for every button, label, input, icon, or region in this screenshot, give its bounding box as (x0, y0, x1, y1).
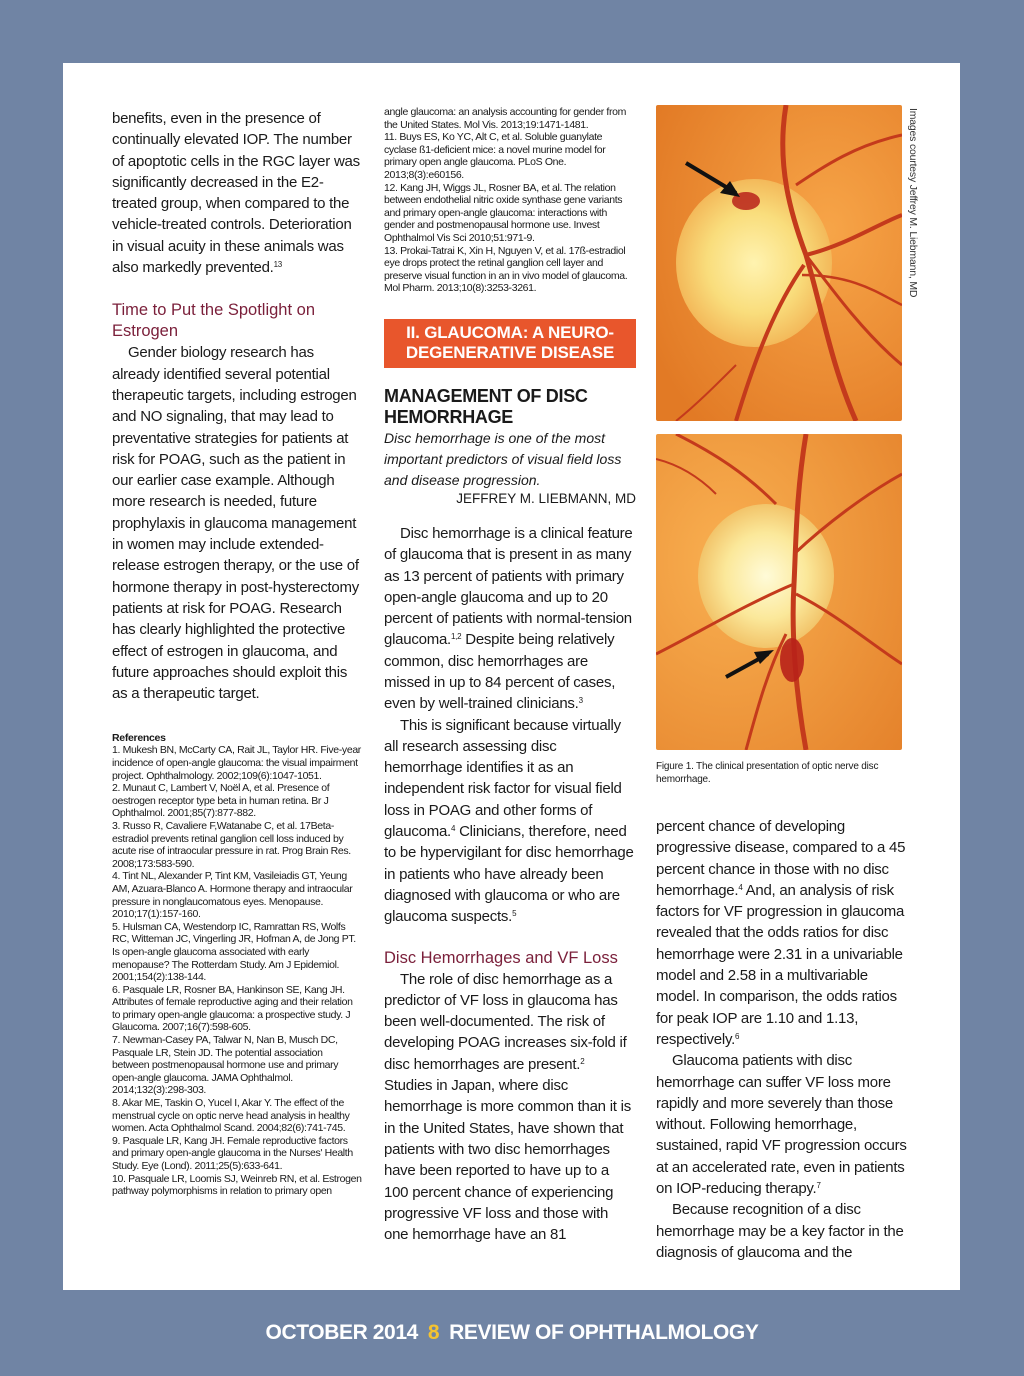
reference-item: 2. Munaut C, Lambert V, Noël A, et al. Presence of oestrogen receptor type beta in human retina. Br J Ophthalmol. 2001;85(7):877-882. (112, 782, 330, 820)
page-footer (0, 1290, 1024, 1376)
body-paragraph: benefits, even in the presence of continually elevated IOP. The number of apoptotic cells in the RGC layer was significantly decreased in the E2-treated group, when compared to the vehicle-treated controls. Deterioration in visual acuity in these animals was also markedly prevented.$^{13}$ (112, 110, 360, 277)
references-list (112, 732, 362, 1197)
body-paragraph: Glaucoma patients with disc hemorrhage can suffer VF loss more rapidly and more severely than those without. Following hemorrhage, sustained, rapid VF progression occurs at an accelerated rate, even in patients on IOP-reducing therapy.$^7$ (656, 1052, 907, 1198)
body-paragraph: percent chance of developing progressive disease, compared to a 45 percent chance in those with no disc hemorrhage.$^4$ And, an analysis of risk factors for VF progression in glaucoma revealed that the odds ratios for disc hemorrhage were 2.31 in a univariable model and 2.58 in a multivariable model. In comparison, the odds ratios for peak IOP are 1.10 and 1.13, respectively.$^6$ (656, 818, 906, 1048)
reference-item: angle glaucoma: an analysis accounting for gender from the United States. Mol Vis. 2013;19:1471-1481. (384, 106, 627, 131)
reference-item: 6. Pasquale LR, Rosner BA, Hankinson SE, Kang JH. Attributes of female reproductive aging and their relation to primary open-angle glaucoma: a prospective study. J Glaucoma. 2007;16(7):598-605. (112, 983, 353, 1034)
reference-item: 11. Buys ES, Ko YC, Alt C, et al. Soluble guanylate cyclase ß1-deficient mice: a novel murine model for primary open angle glaucoma. PLoS One. 2013;8(3):e60156. (384, 131, 606, 181)
column-3-text (656, 816, 908, 1263)
reference-item: 7. Newman-Casey PA, Talwar N, Nan B, Musch DC, Pasquale LR, Stein JD. The potential association between postmenopausal hormone use and primary open-angle glaucoma. JAMA Ophthalmol. 2014;132(3):298-303. (112, 1034, 339, 1097)
fundus-image (656, 434, 902, 750)
article-deck: Disc hemorrhage is one of the most important predictors of visual field loss and disease progression. (384, 429, 622, 488)
footer-issue-date: OCTOBER 2014 (265, 1321, 418, 1344)
fundus-image (656, 105, 902, 421)
reference-item: 9. Pasquale LR, Kang JH. Female reproductive factors and primary open-angle glaucoma in the Nurses' Health Study. Eye (Lond). 2011;25(5):633-641. (112, 1134, 353, 1173)
section-banner: II. GLAUCOMA: A NEURO-DEGENERATIVE DISEASE (384, 319, 636, 368)
reference-item: 12. Kang JH, Wiggs JL, Rosner BA, et al. The relation between endothelial nitric oxide synthase gene variants and primary open-angle glaucoma: interactions with gender and postmenopausal hormone use. Invest Ophthalmol Vis Sci 2010;51:971-9. (384, 181, 623, 244)
reference-item: 10. Pasquale LR, Loomis SJ, Weinreb RN, et al. Estrogen pathway polymorphisms in relation to primary open (112, 1172, 362, 1198)
footer-page-number: 8 (427, 1321, 440, 1344)
fundus-photo-bottom (656, 434, 902, 750)
body-paragraph: The role of disc hemorrhage as a predictor of VF loss in glaucoma has been well-documented. The risk of developing POAG increases six-fold if disc hemorrhages are present.$^2$ Studies in Japan, where disc hemorrhage is more common than it is in the United States, have shown that patients with two disc hemorrhages have been reported to have up to a 100 percent chance of experiencing progressive VF loss and those with one hemorrhage have an 81 (384, 970, 631, 1244)
article-page (63, 63, 960, 1290)
body-paragraph: Gender biology research has already identified several potential therapeutic targets, including estrogen and NO signaling, that may lead to preventative strategies for patients at risk for POAG, such as the patient in our earlier case example. Although more research is needed, future prophylaxis in glaucoma management in women may include extended-release estrogen therapy, or the use of hormone therapy in post-hysterectomy patients at risk for POAG. Research has clearly highlighted the protective effect of estrogen in glaucoma, and future approaches should exploit this as a therapeutic target. (112, 344, 359, 703)
column-2 (384, 106, 636, 1245)
reference-item: 8. Akar ME, Taskin O, Yucel I, Akar Y. The effect of the menstrual cycle on optic nerve head analysis in healthy women. Acta Ophthalmol Scand. 2004;82(6):741-745. (112, 1097, 350, 1135)
reference-item: 1. Mukesh BN, McCarty CA, Rait JL, Taylor HR. Five-year incidence of open-angle glaucoma: the visual impairment project. Ophthalmology. 2002;109(6):1047-1051. (112, 744, 361, 782)
reference-item: 4. Tint NL, Alexander P, Tint KM, Vasileiadis GT, Yeung AM, Azuara-Blanco A. Hormone therapy and intraocular pressure in nonglaucomatous eyes. Menopause. 2010;17(1):157-160. (112, 870, 353, 921)
author-byline: JEFFREY M. LIEBMANN, MD (456, 490, 636, 506)
article-title: MANAGEMENT OF DISC HEMORRHAGE (384, 385, 588, 427)
references-list-continued (384, 106, 636, 295)
body-paragraph: Disc hemorrhage is a clinical feature of glaucoma that is present in as many as 13 percent of patients with primary open-angle glaucoma and up to 20 percent of patients with normal-tension glaucoma.$^{1,2}$ Despite being relatively common, disc hemorrhages are missed in up to 84 percent of cases, even by well-trained clinicians.$^3$ (384, 524, 633, 713)
reference-item: 13. Prokai-Tatrai K, Xin H, Nguyen V, et al. 17ß-estradiol eye drops protect the retinal ganglion cell layer and preserve visual function in an in vivo model of glaucoma. Mol Pharm. 2013;10(8):3253-3261. (384, 244, 628, 295)
column-1 (112, 108, 362, 1198)
footer-journal-name: REVIEW OF OPHTHALMOLOGY (449, 1321, 759, 1344)
subheading-vf-loss: Disc Hemorrhages and VF Loss (384, 948, 618, 967)
body-paragraph: This is significant because virtually all research assessing disc hemorrhage identifies it as an independent risk factor for visual field loss in POAG and other forms of glaucoma.$^4$ Clinicians, therefore, need to be hypervigilant for disc hemorrhage in patients who have already been diagnosed with glaucoma or who are glaucoma suspects.$^5$ (384, 716, 634, 926)
reference-item: 3. Russo R, Cavaliere F,Watanabe C, et al. 17Beta-estradiol prevents retinal ganglion cell loss induced by acute rise of intraocular pressure in rat. Prog Brain Res. 2008;173:583-590. (112, 819, 351, 870)
figure-caption: Figure 1. The clinical presentation of optic nerve disc hemorrhage. (656, 761, 879, 785)
references-heading: References (112, 732, 166, 745)
photo-credit: Images courtesy Jeffrey M. Liebmann, MD (907, 108, 919, 298)
reference-item: 5. Hulsman CA, Westendorp IC, Ramrattan RS, Wolfs RC, Witteman JC, Vingerling JR, Hofman A, de Jong PT. Is open-angle glaucoma associated with early menopause? The Rotterdam Study. Am J Epidemiol. 2001;154(2):138-144. (112, 920, 356, 984)
fundus-photo-top (656, 105, 902, 421)
body-paragraph: Because recognition of a disc hemorrhage may be a key factor in the diagnosis of glaucoma and the (656, 1201, 904, 1261)
subheading-estrogen: Time to Put the Spotlight on Estrogen (112, 301, 316, 341)
